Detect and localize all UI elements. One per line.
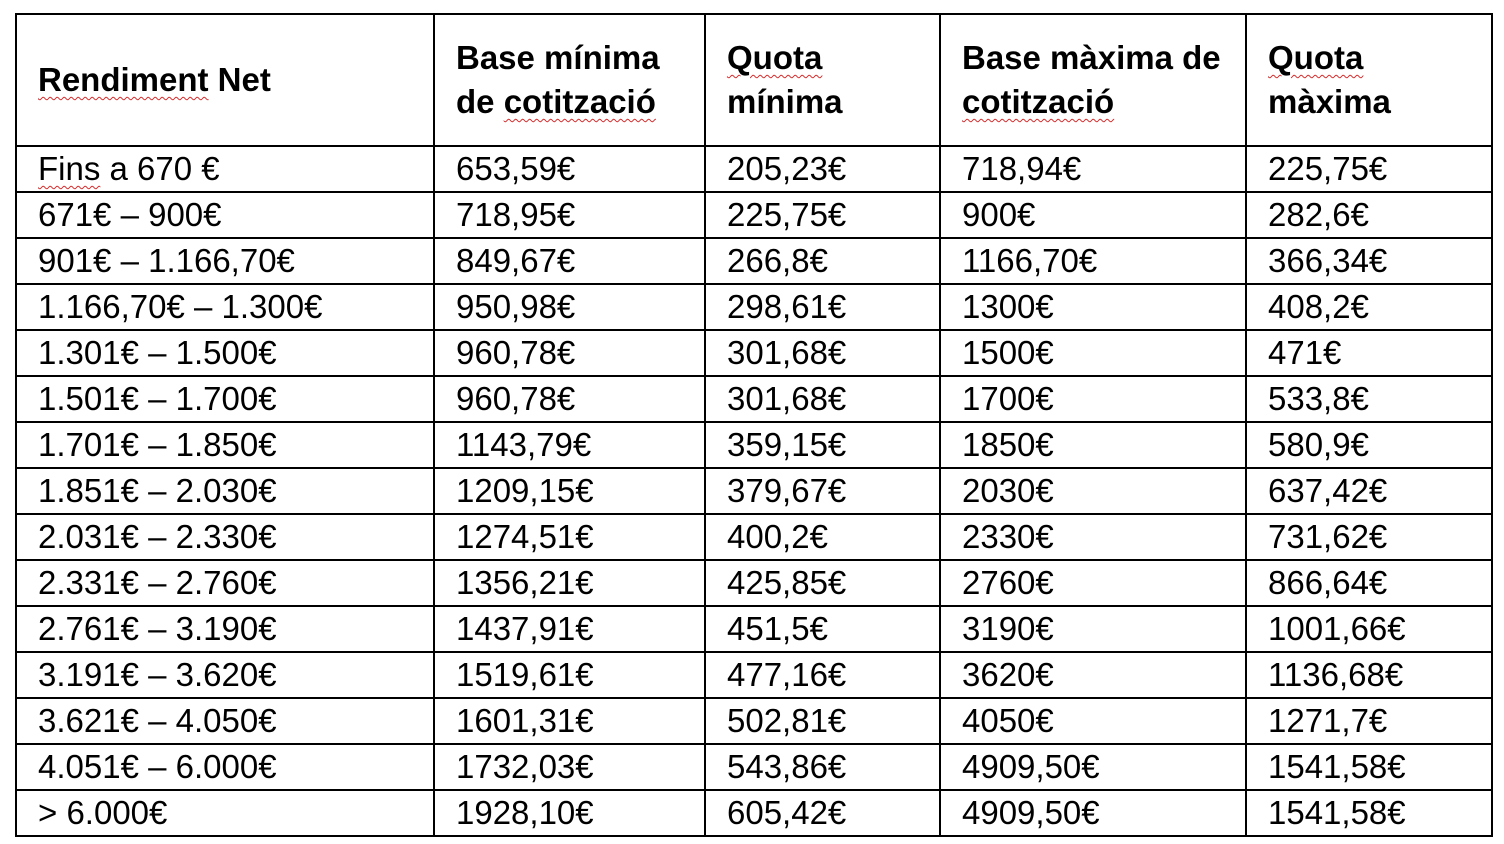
cell-net-income-range: 3.191€ – 3.620€ xyxy=(16,652,434,698)
cell-net-income-range: 671€ – 900€ xyxy=(16,192,434,238)
cell-max-base: 1166,70€ xyxy=(940,238,1246,284)
cell-min-base: 1519,61€ xyxy=(434,652,705,698)
table-row xyxy=(16,468,1492,514)
cell-net-income-range: 4.051€ – 6.000€ xyxy=(16,744,434,790)
cell-max-base: 900€ xyxy=(940,192,1246,238)
cell-min-quota: 605,42€ xyxy=(705,790,940,836)
cell-min-base: 1274,51€ xyxy=(434,514,705,560)
header-min-quota: Quota mínima xyxy=(705,14,940,146)
cell-min-base: 1601,31€ xyxy=(434,698,705,744)
cell-max-base: 4909,50€ xyxy=(940,790,1246,836)
cell-max-quota: 637,42€ xyxy=(1246,468,1492,514)
cell-net-income-range: > 6.000€ xyxy=(16,790,434,836)
cell-net-income-range: 901€ – 1.166,70€ xyxy=(16,238,434,284)
table-row xyxy=(16,330,1492,376)
table-row xyxy=(16,284,1492,330)
cell-max-base: 1850€ xyxy=(940,422,1246,468)
cell-max-base: 718,94€ xyxy=(940,146,1246,192)
cell-max-quota: 1001,66€ xyxy=(1246,606,1492,652)
cell-min-base: 1143,79€ xyxy=(434,422,705,468)
cell-net-income-range: 1.701€ – 1.850€ xyxy=(16,422,434,468)
cell-max-quota: 408,2€ xyxy=(1246,284,1492,330)
cell-min-base: 653,59€ xyxy=(434,146,705,192)
contribution-quota-table xyxy=(15,13,1493,837)
cell-net-income-range: 3.621€ – 4.050€ xyxy=(16,698,434,744)
table-row xyxy=(16,514,1492,560)
header-max-quota: Quota màxima xyxy=(1246,14,1492,146)
cell-min-quota: 379,67€ xyxy=(705,468,940,514)
table-row xyxy=(16,238,1492,284)
cell-max-base: 3190€ xyxy=(940,606,1246,652)
table-row xyxy=(16,560,1492,606)
cell-net-income-range: 2.331€ – 2.760€ xyxy=(16,560,434,606)
cell-min-quota: 225,75€ xyxy=(705,192,940,238)
cell-max-base: 3620€ xyxy=(940,652,1246,698)
cell-min-base: 718,95€ xyxy=(434,192,705,238)
cell-min-quota: 477,16€ xyxy=(705,652,940,698)
cell-net-income-range: 2.031€ – 2.330€ xyxy=(16,514,434,560)
table-row xyxy=(16,698,1492,744)
cell-min-quota: 301,68€ xyxy=(705,376,940,422)
cell-min-base: 1356,21€ xyxy=(434,560,705,606)
cell-min-quota: 400,2€ xyxy=(705,514,940,560)
cell-max-quota: 533,8€ xyxy=(1246,376,1492,422)
cell-max-quota: 1271,7€ xyxy=(1246,698,1492,744)
cell-min-quota: 205,23€ xyxy=(705,146,940,192)
table-row xyxy=(16,146,1492,192)
cell-max-quota: 471€ xyxy=(1246,330,1492,376)
cell-net-income-range: 1.166,70€ – 1.300€ xyxy=(16,284,434,330)
table-row xyxy=(16,744,1492,790)
table-row xyxy=(16,790,1492,836)
cell-net-income-range: 1.501€ – 1.700€ xyxy=(16,376,434,422)
cell-max-quota: 282,6€ xyxy=(1246,192,1492,238)
cell-min-quota: 266,8€ xyxy=(705,238,940,284)
table-row xyxy=(16,652,1492,698)
cell-max-quota: 1136,68€ xyxy=(1246,652,1492,698)
cell-max-quota: 225,75€ xyxy=(1246,146,1492,192)
table-row xyxy=(16,376,1492,422)
cell-min-base: 960,78€ xyxy=(434,376,705,422)
cell-min-quota: 301,68€ xyxy=(705,330,940,376)
cell-min-quota: 543,86€ xyxy=(705,744,940,790)
cell-min-quota: 425,85€ xyxy=(705,560,940,606)
cell-min-quota: 502,81€ xyxy=(705,698,940,744)
header-max-base: Base màxima de cotització xyxy=(940,14,1246,146)
cell-max-quota: 731,62€ xyxy=(1246,514,1492,560)
cell-net-income-range: Fins a 670 € xyxy=(16,146,434,192)
cell-min-base: 1732,03€ xyxy=(434,744,705,790)
header-min-base: Base mínima de cotització xyxy=(434,14,705,146)
cell-max-quota: 1541,58€ xyxy=(1246,790,1492,836)
cell-max-base: 2030€ xyxy=(940,468,1246,514)
cell-max-base: 2330€ xyxy=(940,514,1246,560)
cell-max-quota: 366,34€ xyxy=(1246,238,1492,284)
cell-max-base: 1500€ xyxy=(940,330,1246,376)
cell-max-quota: 580,9€ xyxy=(1246,422,1492,468)
cell-max-base: 4050€ xyxy=(940,698,1246,744)
header-net-income: Rendiment Net xyxy=(16,14,434,146)
cell-min-base: 849,67€ xyxy=(434,238,705,284)
cell-max-base: 1700€ xyxy=(940,376,1246,422)
table-row xyxy=(16,192,1492,238)
cell-min-quota: 359,15€ xyxy=(705,422,940,468)
cell-max-base: 2760€ xyxy=(940,560,1246,606)
cell-min-quota: 298,61€ xyxy=(705,284,940,330)
cell-min-quota: 451,5€ xyxy=(705,606,940,652)
cell-net-income-range: 2.761€ – 3.190€ xyxy=(16,606,434,652)
cell-min-base: 960,78€ xyxy=(434,330,705,376)
header-row xyxy=(16,14,1492,146)
cell-max-quota: 866,64€ xyxy=(1246,560,1492,606)
cell-min-base: 1437,91€ xyxy=(434,606,705,652)
table-body xyxy=(16,146,1492,836)
cell-max-base: 1300€ xyxy=(940,284,1246,330)
table-row xyxy=(16,422,1492,468)
cell-min-base: 1209,15€ xyxy=(434,468,705,514)
cell-min-base: 1928,10€ xyxy=(434,790,705,836)
cell-max-quota: 1541,58€ xyxy=(1246,744,1492,790)
cell-net-income-range: 1.851€ – 2.030€ xyxy=(16,468,434,514)
cell-max-base: 4909,50€ xyxy=(940,744,1246,790)
cell-net-income-range: 1.301€ – 1.500€ xyxy=(16,330,434,376)
cell-min-base: 950,98€ xyxy=(434,284,705,330)
table-row xyxy=(16,606,1492,652)
